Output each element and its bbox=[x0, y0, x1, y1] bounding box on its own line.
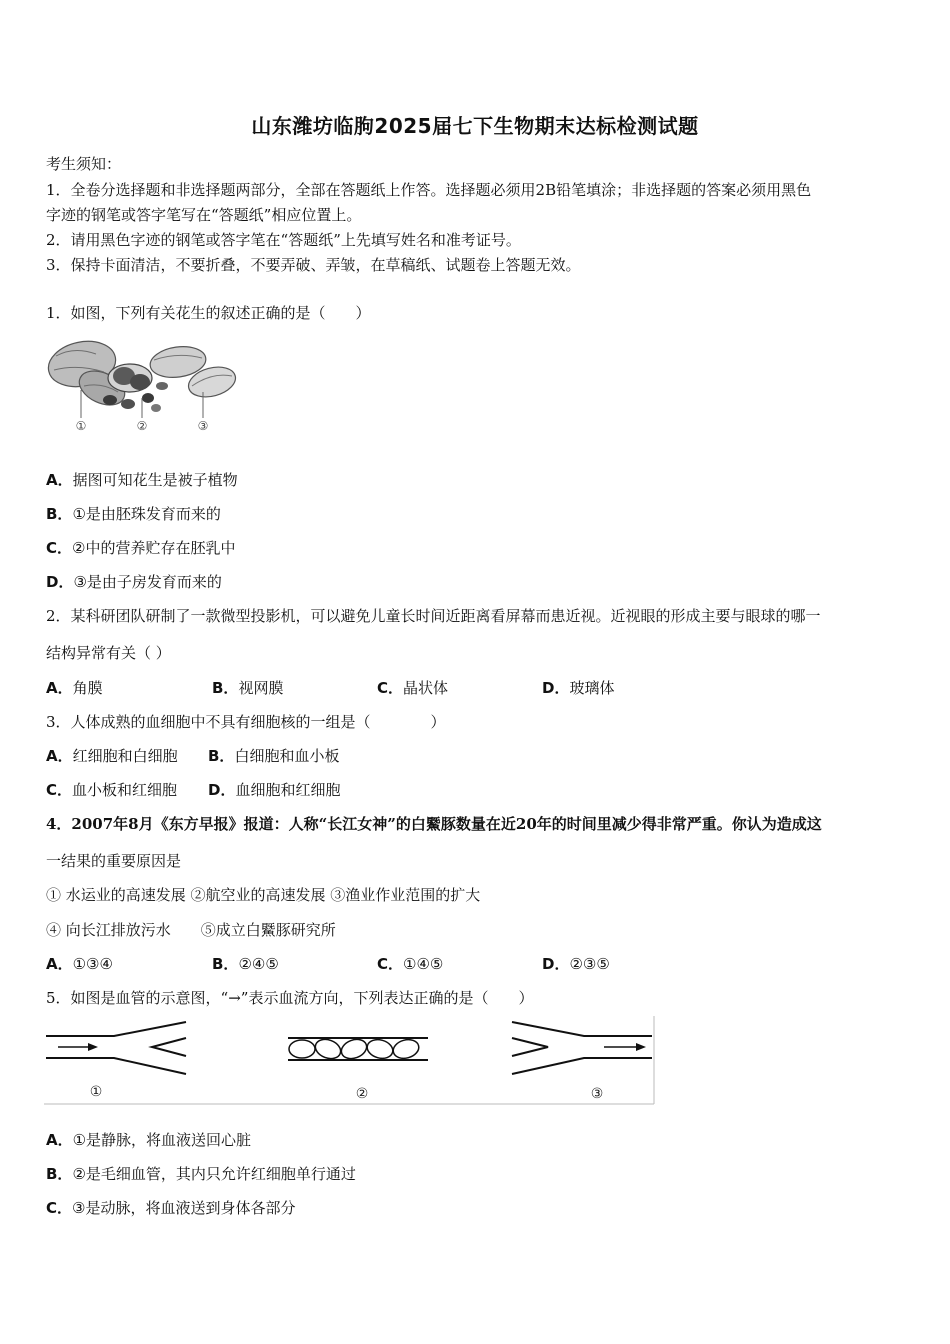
notice-heading: 考生须知： bbox=[46, 155, 122, 173]
q1-option-c[interactable] bbox=[46, 537, 235, 558]
q4-items-line-2: ④ 向长江排放污水 ⑤成立白鱀豚研究所 bbox=[46, 921, 336, 939]
q1-option-a[interactable] bbox=[46, 469, 238, 490]
option-label: B． bbox=[212, 679, 239, 697]
option-label: B． bbox=[46, 505, 73, 523]
q3-option-c[interactable] bbox=[46, 779, 177, 800]
option-text: ①是由胚珠发育而来的 bbox=[72, 505, 221, 523]
vessel-2 bbox=[288, 1036, 428, 1062]
notice-line-1: 1．全卷分选择题和非选择题两部分，全部在答题纸上作答。选择题必须用2B铅笔填涂；非选择题的答案必须用黑色 bbox=[46, 181, 812, 199]
q2-option-a[interactable] bbox=[46, 677, 103, 698]
option-label: C． bbox=[377, 955, 404, 973]
vessel-3 bbox=[512, 1022, 652, 1074]
q5-option-c[interactable] bbox=[46, 1197, 295, 1218]
q2-stem-line-2: 结构异常有关（ ） bbox=[46, 644, 171, 662]
option-text: 据图可知花生是被子植物 bbox=[72, 471, 238, 489]
option-label: C． bbox=[377, 679, 404, 697]
q4-option-d[interactable] bbox=[542, 953, 610, 974]
option-text: ②③⑤ bbox=[569, 955, 610, 973]
option-text: ③是由子房发育而来的 bbox=[73, 573, 222, 591]
option-label: C． bbox=[46, 781, 73, 799]
q4-stem-line-1: 4．2007年8月《东方早报》报道：人称“长江女神”的白鱀豚数量在近20年的时间里减少得非常严重。你认为造成这 bbox=[46, 815, 822, 833]
q3-option-a[interactable] bbox=[46, 745, 178, 766]
option-label: A． bbox=[46, 471, 73, 489]
vessel-label-2: ② bbox=[355, 1086, 369, 1102]
option-text: 血细胞和红细胞 bbox=[235, 781, 341, 799]
q3-option-d[interactable] bbox=[208, 779, 340, 800]
peanut-label-3: ③ bbox=[197, 419, 209, 433]
q4-option-b[interactable] bbox=[212, 953, 279, 974]
option-text: ②④⑤ bbox=[238, 955, 279, 973]
vessel-1 bbox=[46, 1022, 186, 1074]
option-text: ②是毛细血管，其内只允许红细胞单行通过 bbox=[72, 1165, 356, 1183]
vessel-label-1: ① bbox=[89, 1084, 103, 1100]
notice-line-2: 字迹的钢笔或答字笔写在“答题纸”相应位置上。 bbox=[46, 206, 362, 224]
option-label: B． bbox=[46, 1165, 73, 1183]
q1-option-b[interactable] bbox=[46, 503, 221, 524]
option-label: A． bbox=[46, 1131, 73, 1149]
q1-stem: 1．如图，下列有关花生的叙述正确的是（ ） bbox=[46, 304, 371, 322]
option-text: ③是动脉，将血液送到身体各部分 bbox=[72, 1199, 296, 1217]
notice-line-4: 3．保持卡面清洁，不要折叠，不要弄破、弄皱，在草稿纸、试题卷上答题无效。 bbox=[46, 256, 581, 274]
notice-line-3: 2．请用黑色字迹的钢笔或答字笔在“答题纸”上先填写姓名和准考证号。 bbox=[46, 231, 521, 249]
option-text: ①是静脉，将血液送回心脏 bbox=[72, 1131, 252, 1149]
q5-stem: 5．如图是血管的示意图，“→”表示血流方向，下列表达正确的是（ ） bbox=[46, 989, 534, 1007]
option-label: B． bbox=[212, 955, 239, 973]
option-label: A． bbox=[46, 679, 73, 697]
option-text: 晶状体 bbox=[403, 679, 449, 697]
option-text: ①③④ bbox=[72, 955, 113, 973]
peanut-label-1: ① bbox=[75, 419, 87, 433]
q4-items-line-1: ① 水运业的高速发展 ②航空业的高速发展 ③渔业作业范围的扩大 bbox=[46, 886, 481, 904]
q2-stem-line-1: 2．某科研团队研制了一款微型投影机，可以避免儿童长时间近距离看屏幕而患近视。近视眼的形成主要与眼球的哪一 bbox=[46, 607, 821, 625]
option-text: ②中的营养贮存在胚乳中 bbox=[72, 539, 236, 557]
option-text: 白细胞和血小板 bbox=[234, 747, 340, 765]
option-label: C． bbox=[46, 1199, 73, 1217]
option-text: 红细胞和白细胞 bbox=[72, 747, 178, 765]
q3-option-b[interactable] bbox=[208, 745, 339, 766]
q2-option-c[interactable] bbox=[377, 677, 448, 698]
q5-option-b[interactable] bbox=[46, 1163, 356, 1184]
option-label: B． bbox=[208, 747, 235, 765]
q3-stem: 3．人体成熟的血细胞中不具有细胞核的一组是（ ） bbox=[46, 713, 446, 731]
q2-option-d[interactable] bbox=[542, 677, 614, 698]
q1-option-d[interactable] bbox=[46, 571, 222, 592]
option-text: 血小板和红细胞 bbox=[72, 781, 178, 799]
q4-stem-line-2: 一结果的重要原因是 bbox=[46, 852, 182, 870]
exam-title: 山东潍坊临朐2025届七下生物期末达标检测试题 bbox=[251, 114, 699, 138]
option-text: 玻璃体 bbox=[569, 679, 615, 697]
option-text: 角膜 bbox=[72, 679, 103, 697]
blood-vessel-figure bbox=[44, 1016, 656, 1106]
option-label: A． bbox=[46, 955, 73, 973]
option-label: D． bbox=[208, 781, 236, 799]
option-label: D． bbox=[542, 955, 570, 973]
q5-option-a[interactable] bbox=[46, 1129, 251, 1150]
q2-option-b[interactable] bbox=[212, 677, 283, 698]
option-label: D． bbox=[542, 679, 570, 697]
option-label: C． bbox=[46, 539, 73, 557]
option-text: ①④⑤ bbox=[403, 955, 444, 973]
option-label: D． bbox=[46, 573, 74, 591]
option-label: A． bbox=[46, 747, 73, 765]
q4-option-a[interactable] bbox=[46, 953, 113, 974]
peanut-figure bbox=[44, 326, 244, 436]
q4-option-c[interactable] bbox=[377, 953, 443, 974]
vessel-label-3: ③ bbox=[590, 1086, 604, 1102]
peanut-open-pod bbox=[108, 364, 152, 392]
peanut-label-2: ② bbox=[136, 419, 148, 433]
option-text: 视网膜 bbox=[238, 679, 284, 697]
